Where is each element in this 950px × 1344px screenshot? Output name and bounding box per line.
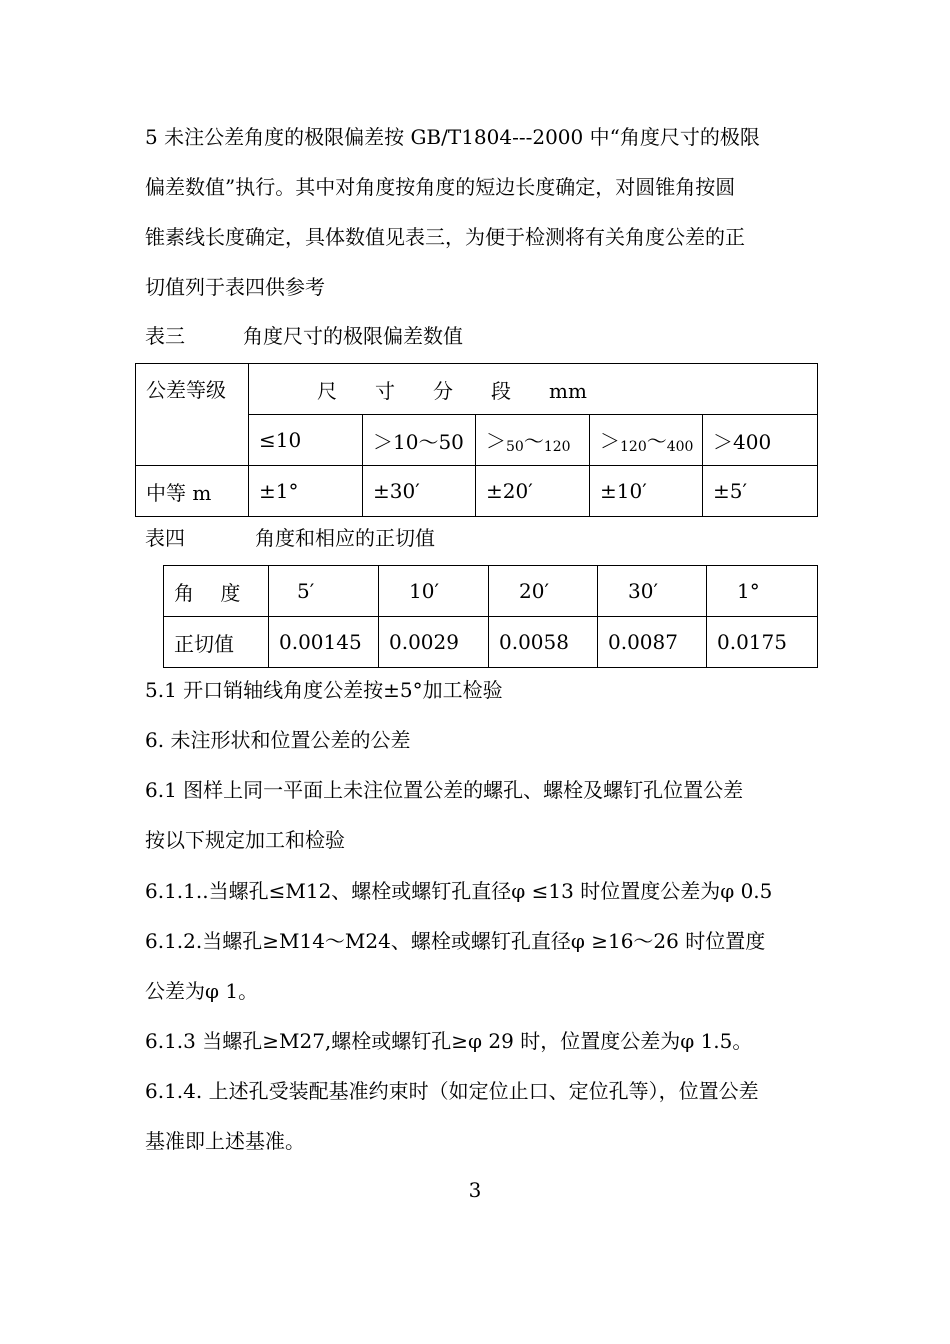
table3-range-cell: $>_{50}\sim_{120}$ — [476, 415, 590, 466]
table3-value-row — [136, 466, 818, 517]
paragraph-5-line-2: 偏差数值”执行。其中对角度按角度的短边长度确定，对圆锥角按圆 — [145, 175, 736, 199]
table3-value-cell: ±5′ — [703, 466, 818, 517]
clause-6-1-4-line-1: 6.1.4. 上述孔受装配基准约束时（如定位止口、定位孔等），位置公差 — [145, 1079, 759, 1103]
table3-value-cell: ±1° — [249, 466, 363, 517]
table4-tangent-header: 正切值 — [164, 617, 269, 668]
clause-6-1-2-line-2: 公差为φ 1。 — [145, 979, 259, 1003]
table4-tangent-cell: 0.00145 — [269, 617, 379, 668]
paragraph-5-line-1: 5 未注公差角度的极限偏差按 GB/T1804---2000 中“角度尺寸的极限 — [145, 125, 760, 149]
clause-6-1-3: 6.1.3 当螺孔≥M27,螺栓或螺钉孔≥φ 29 时，位置度公差为φ 1.5。 — [145, 1029, 753, 1053]
table4-angle-tangent — [163, 565, 818, 668]
paragraph-5-line-3: 锥素线长度确定，具体数值见表三，为便于检测将有关角度公差的正 — [145, 225, 745, 249]
table4-angle-header: 角 度 — [164, 566, 269, 617]
size-header-char: 段 — [491, 378, 511, 403]
size-header-char: 分 — [433, 378, 453, 403]
table4-angle-cell: 10′ — [379, 566, 489, 617]
size-header-char: 尺 — [317, 378, 337, 403]
page-number: 3 — [468, 1178, 482, 1202]
table4-angle-cell: 1° — [707, 566, 818, 617]
size-header-unit: mm — [549, 378, 587, 403]
size-header-char: 寸 — [375, 378, 395, 403]
table4-title: 角度和相应的正切值 — [255, 526, 435, 550]
table4-tangent-cell: 0.0058 — [489, 617, 598, 668]
table4-tangent-cell: 0.0087 — [598, 617, 707, 668]
table3-caption — [145, 324, 463, 348]
clause-6-1-2-line-1: 6.1.2.当螺孔≥M14～M24、螺栓或螺钉孔直径φ ≥16～26 时位置度 — [145, 929, 766, 953]
clause-6-heading: 6. 未注形状和位置公差的公差 — [145, 728, 411, 752]
table3-row-label: 中等 m — [136, 466, 249, 517]
table4-label: 表四 — [145, 526, 185, 550]
table4-angle-row — [164, 566, 818, 617]
table4-tangent-row — [164, 617, 818, 668]
table3-value-cell: ±10′ — [590, 466, 703, 517]
table3-label: 表三 — [145, 324, 185, 348]
table4-angle-cell: 5′ — [269, 566, 379, 617]
table3-title: 角度尺寸的极限偏差数值 — [243, 324, 463, 348]
table4-tangent-cell: 0.0029 — [379, 617, 489, 668]
clause-6-1-line-1: 6.1 图样上同一平面上未注位置公差的螺孔、螺栓及螺钉孔位置公差 — [145, 778, 744, 802]
table4-angle-cell: 30′ — [598, 566, 707, 617]
table3-value-cell: ±20′ — [476, 466, 590, 517]
clause-5-1: 5.1 开口销轴线角度公差按±5°加工检验 — [145, 678, 503, 702]
paragraph-5-line-4: 切值列于表四供参考 — [145, 275, 325, 299]
clause-6-1-line-2: 按以下规定加工和检验 — [145, 828, 345, 852]
table3-value-cell: ±30′ — [363, 466, 476, 517]
table3-grade-header: 公差等级 — [136, 364, 249, 466]
table3-range-cell: ＞400 — [703, 415, 818, 466]
table4-angle-cell: 20′ — [489, 566, 598, 617]
clause-6-1-1: 6.1.1..当螺孔≤M12、螺栓或螺钉孔直径φ ≤13 时位置度公差为φ 0.5 — [145, 879, 773, 903]
table3-size-header — [249, 364, 818, 415]
table3-header-row — [136, 364, 818, 415]
table3-angle-limit-deviation — [135, 363, 818, 517]
table3-range-cell: ≤10 — [249, 415, 363, 466]
clause-6-1-4-line-2: 基准即上述基准。 — [145, 1129, 305, 1153]
table4-tangent-cell: 0.0175 — [707, 617, 818, 668]
table3-range-cell: $>_{120}\sim_{400}$ — [590, 415, 703, 466]
table3-range-cell: ＞10～50 — [363, 415, 476, 466]
table4-caption — [145, 526, 435, 550]
